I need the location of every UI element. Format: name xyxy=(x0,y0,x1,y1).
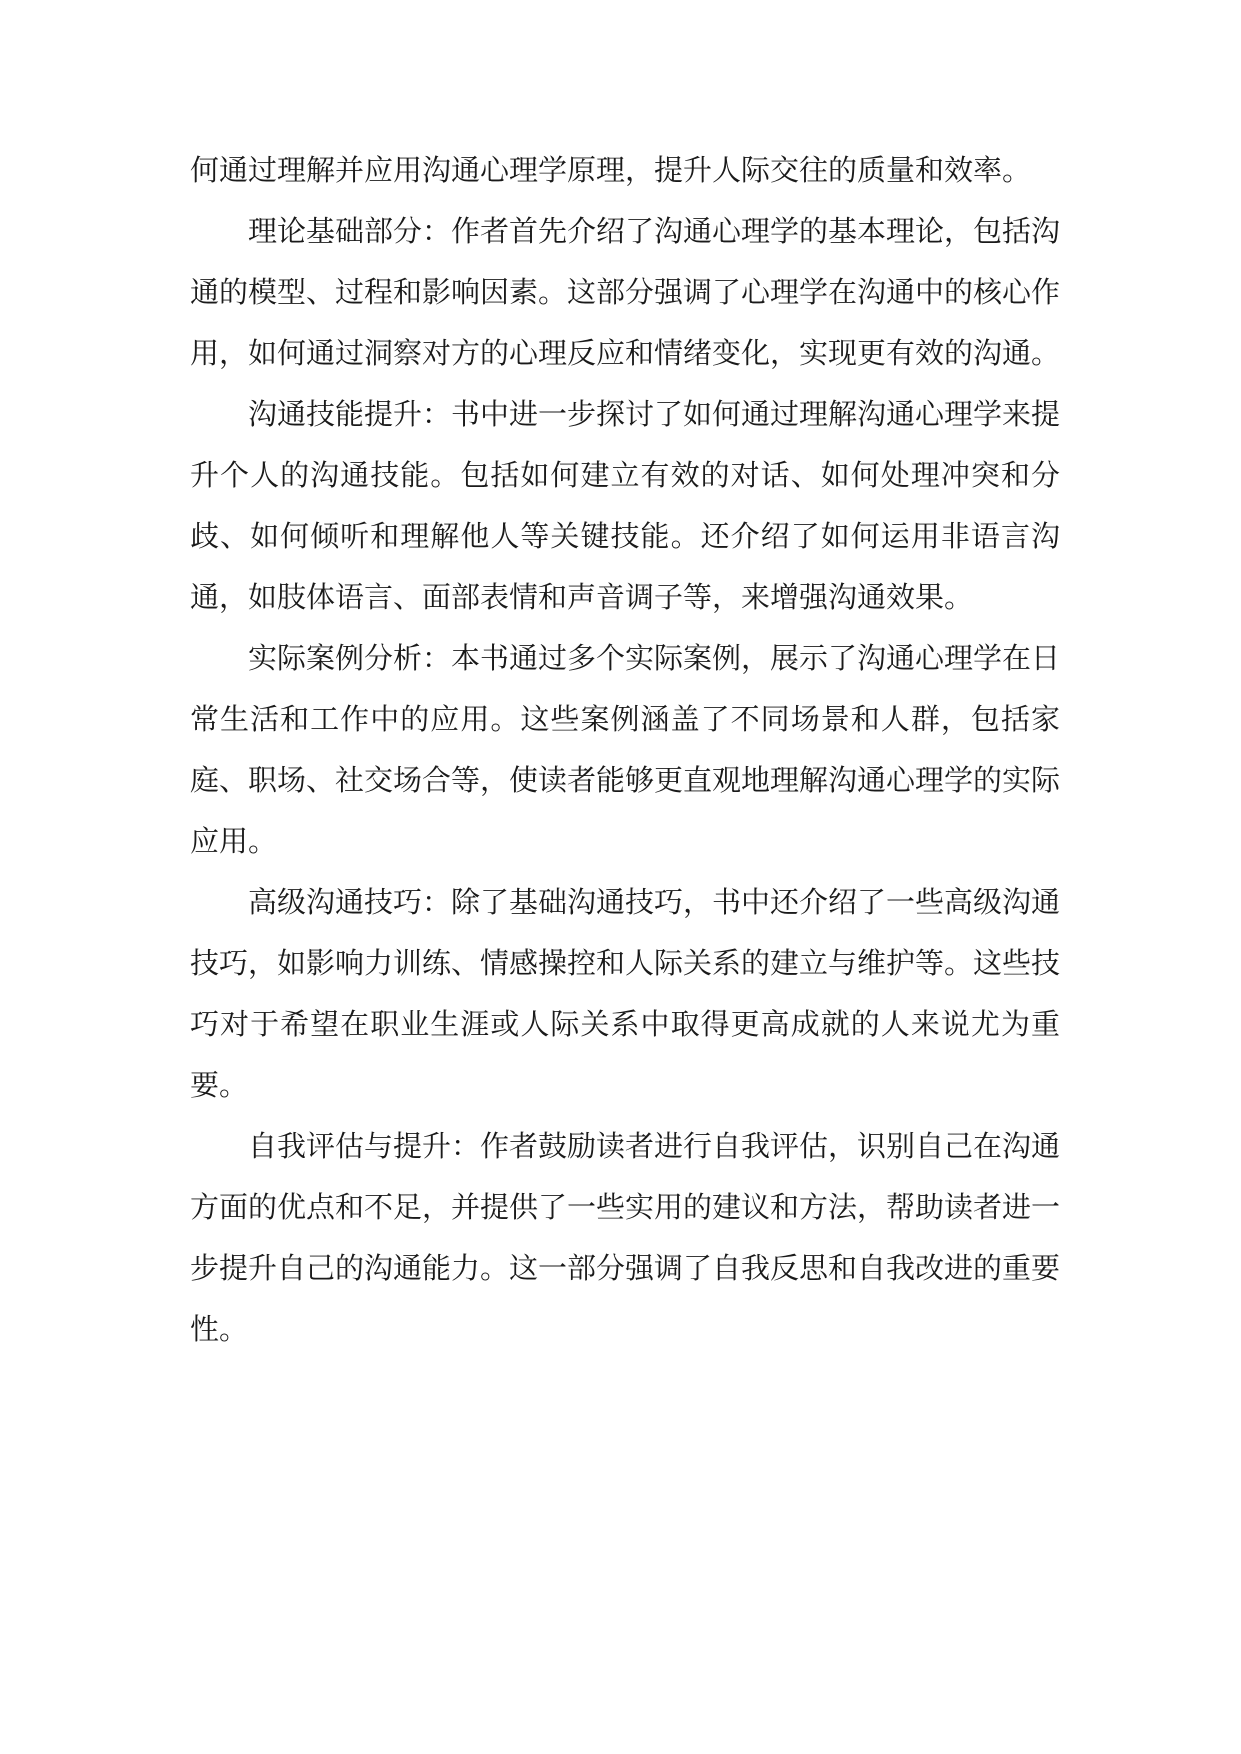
paragraph-theory-foundation: 理论基础部分：作者首先介绍了沟通心理学的基本理论，包括沟通的模型、过程和影响因素。这部分强调了心理学在沟通中的核心作用，如何通过洞察对方的心理反应和情绪变化，实现更有效的沟通。 xyxy=(190,214,1061,370)
paragraph-continuation: 何通过理解并应用沟通心理学原理，提升人际交往的质量和效率。 xyxy=(190,153,1032,187)
paragraph-self-assessment: 自我评估与提升：作者鼓励读者进行自我评估，识别自己在沟通方面的优点和不足，并提供了一些实用的建议和方法，帮助读者进一步提升自己的沟通能力。这一部分强调了自我反思和自我改进的重要性。 xyxy=(190,1129,1061,1346)
body-text xyxy=(190,140,1060,1360)
paragraph-case-analysis: 实际案例分析：本书通过多个实际案例，展示了沟通心理学在日常生活和工作中的应用。这些案例涵盖了不同场景和人群，包括家庭、职场、社交场合等，使读者能够更直观地理解沟通心理学的实际应用。 xyxy=(190,641,1061,858)
paragraph-skill-improvement: 沟通技能提升：书中进一步探讨了如何通过理解沟通心理学来提升个人的沟通技能。包括如何建立有效的对话、如何处理冲突和分歧、如何倾听和理解他人等关键技能。还介绍了如何运用非语言沟通，如肢体语言、面部表情和声音调子等，来增强沟通效果。 xyxy=(190,397,1061,614)
paragraph-advanced-skills: 高级沟通技巧：除了基础沟通技巧，书中还介绍了一些高级沟通技巧，如影响力训练、情感操控和人际关系的建立与维护等。这些技巧对于希望在职业生涯或人际关系中取得更高成就的人来说尤为重要。 xyxy=(190,885,1061,1102)
